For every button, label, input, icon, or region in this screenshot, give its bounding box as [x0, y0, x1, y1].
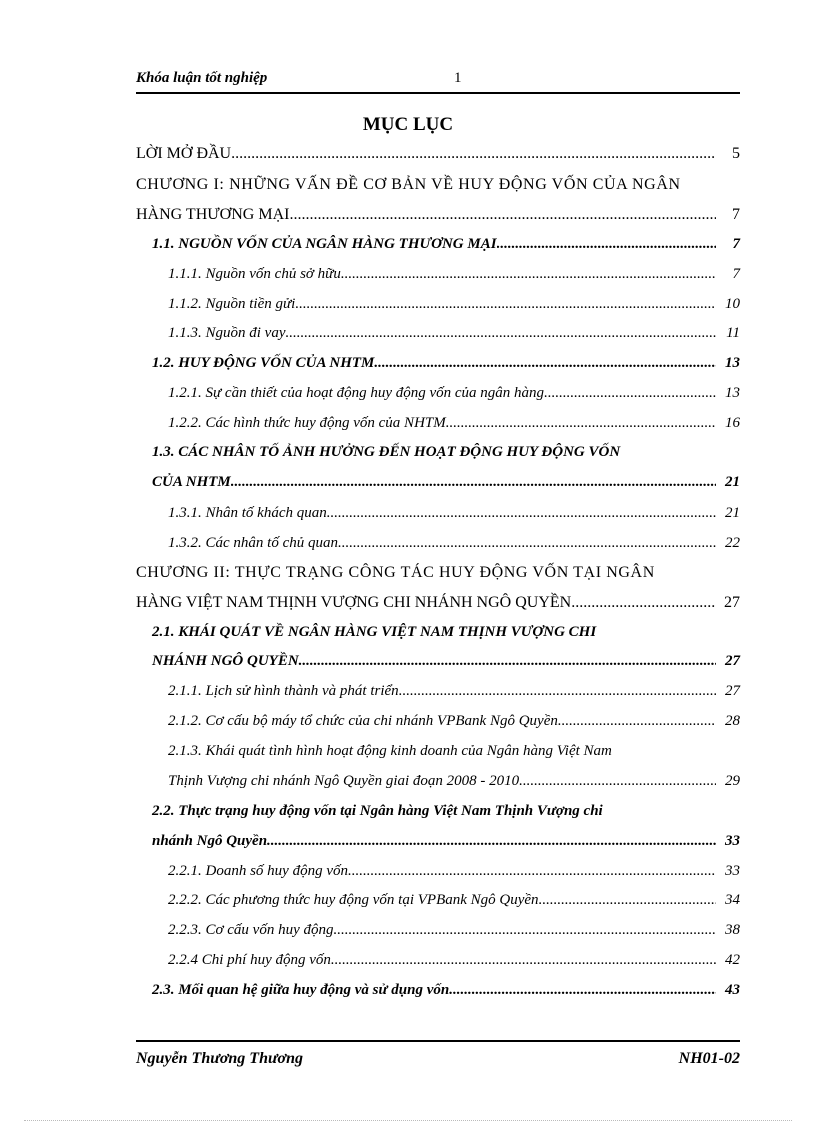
toc-entry[interactable]: 2.1.2. Cơ cấu bộ máy tổ chức của chi nhánh VPBank Ngô Quyền ..... 28 [168, 713, 740, 730]
toc-entry[interactable]: CỦA NHTM ..... 21 [152, 474, 740, 491]
page-footer [136, 1040, 740, 1072]
toc-entry[interactable]: LỜI MỞ ĐẦU ..... 5 [136, 145, 740, 163]
toc-entry[interactable]: 2.2.3. Cơ cấu vốn huy động ..... 38 [168, 922, 740, 939]
toc-entry[interactable]: 2.2.1. Doanh số huy động vốn ..... 33 [168, 863, 740, 880]
toc-entry[interactable]: 1.2. HUY ĐỘNG VỐN CỦA NHTM ..... 13 [152, 355, 740, 372]
toc-entry[interactable]: nhánh Ngô Quyền ..... 33 [152, 833, 740, 850]
toc-entry[interactable]: 1.2.2. Các hình thức huy động vốn của NHTM ..... 16 [168, 415, 740, 432]
footer-author: Nguyễn Thương Thương [136, 1050, 304, 1067]
toc-entry-line[interactable]: CHƯƠNG II: THỰC TRẠNG CÔNG TÁC HUY ĐỘNG VỐN TẠI NGÂN [136, 564, 655, 581]
toc-entry[interactable]: 2.2.2. Các phương thức huy động vốn tại VPBank Ngô Quyền ..... 34 [168, 892, 740, 909]
toc-entry[interactable]: HÀNG VIỆT NAM THỊNH VƯỢNG CHI NHÁNH NGÔ QUYỀN ..... 27 [136, 594, 740, 612]
toc-entry[interactable]: 1.1.1. Nguồn vốn chủ sở hữu ..... 7 [168, 266, 740, 283]
toc-entry[interactable]: 2.1.1. Lịch sử hình thành và phát triển ..... 27 [168, 683, 740, 700]
header-title: Khóa luận tốt nghiệp [136, 70, 268, 86]
page-edge-divider [24, 1120, 792, 1121]
toc-entry[interactable]: NHÁNH NGÔ QUYỀN. ..... 27 [152, 653, 740, 670]
toc-entry[interactable]: 1.3.2. Các nhân tố chủ quan ..... 22 [168, 535, 740, 552]
toc-entry[interactable]: 1.1.2. Nguồn tiền gửi ..... 10 [168, 296, 740, 313]
toc-entry[interactable]: 2.3. Mối quan hệ giữa huy động và sử dụng vốn ..... 43 [152, 982, 740, 999]
toc-entry-line[interactable]: CHƯƠNG I: NHỮNG VẤN ĐỀ CƠ BẢN VỀ HUY ĐỘNG VỐN CỦA NGÂN [136, 176, 681, 193]
toc-entry[interactable]: 1.2.1. Sự cần thiết của hoạt động huy động vốn của ngân hàng ..... 13 [168, 385, 740, 402]
page-header [136, 68, 740, 94]
toc-entry-line[interactable]: 2.1.3. Khái quát tình hình hoạt động kinh doanh của Ngân hàng Việt Nam [168, 743, 612, 759]
footer-code: NH01-02 [678, 1050, 740, 1067]
toc-entry-line[interactable]: 1.3. CÁC NHÂN TỐ ẢNH HƯỞNG ĐẾN HOẠT ĐỘNG HUY ĐỘNG VỐN [152, 444, 621, 460]
page-number: 1 [454, 70, 462, 86]
toc-entry[interactable]: HÀNG THƯƠNG MẠI ..... 7 [136, 206, 740, 224]
toc-entry-line[interactable]: 2.1. KHÁI QUÁT VỀ NGÂN HÀNG VIỆT NAM THỊNH VƯỢNG CHI [152, 624, 597, 640]
toc-entry-line[interactable]: 2.2. Thực trạng huy động vốn tại Ngân hàng Việt Nam Thịnh Vượng chi [152, 803, 603, 819]
toc-entry[interactable]: 2.2.4 Chi phí huy động vốn ..... 42 [168, 952, 740, 969]
toc-entry[interactable]: 1.3.1. Nhân tố khách quan ..... 21 [168, 505, 740, 522]
toc-entry[interactable]: 1.1.3. Nguồn đi vay ..... 11 [168, 325, 740, 342]
page-title: MỤC LỤC [362, 114, 454, 135]
toc-entry[interactable]: 1.1. NGUỒN VỐN CỦA NGÂN HÀNG THƯƠNG MẠI ..... 7 [152, 236, 740, 253]
toc-entry[interactable]: Thịnh Vượng chi nhánh Ngô Quyền giai đoạn 2008 - 2010 ..... 29 [168, 773, 740, 790]
